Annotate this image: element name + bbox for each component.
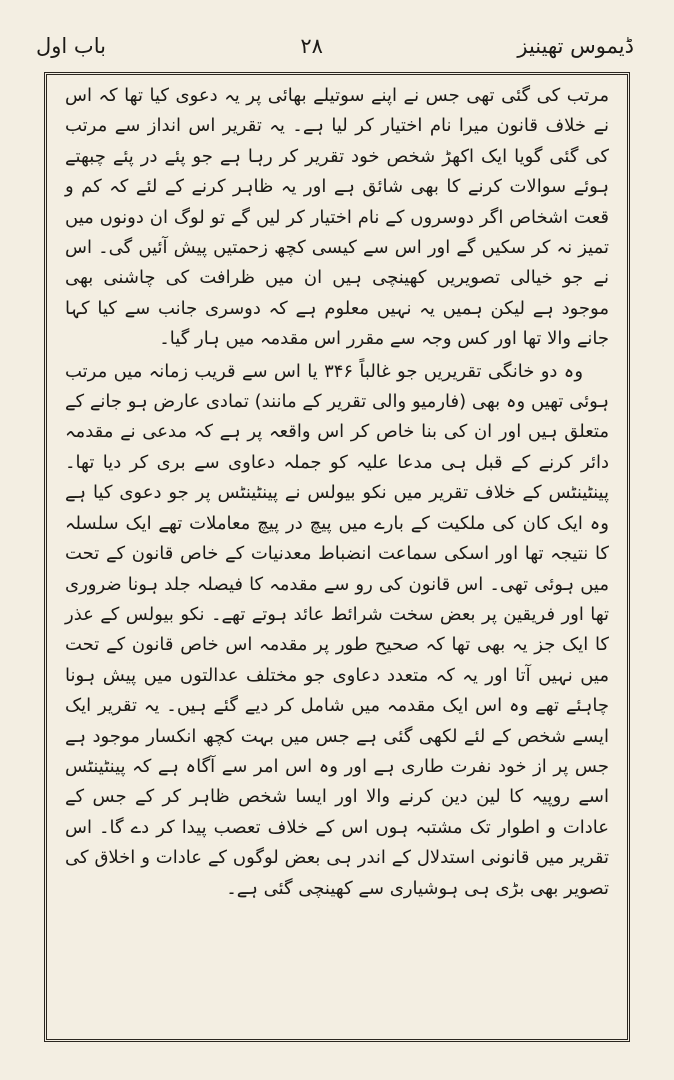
body-text — [65, 81, 609, 904]
running-title: ڈیموس تھینیز — [517, 34, 634, 58]
paragraph-1: مرتب کی گئی تھی جس نے اپنے سوتیلے بھائی پر یہ دعوی کیا تھا کہ اس نے خلاف قانون میرا نام اختیار کر لیا ہے۔ یہ تقریر اس انداز سے مرتب کی گئی گویا ایک اکھڑ شخص خود تقریر کر رہا ہے جو پئے در پئے چبھتے ہوئے سوالات کرنے کا بھی شائق ہے اور یہ ظاہر کرنے کے لئے کہ کم و قعت اشخاص اگر دوسروں کے نام اختیار کر لیں گے تو لوگ ان دونوں میں تمیز نہ کر سکیں گے اور اس سے کیسی کچھ زحمتیں پیش آئیں گی۔ اس نے جو خیالی تصویریں کھینچی ہیں ان میں ظرافت کی چاشنی بھی موجود ہے لیکن ہمیں یہ نہیں معلوم ہے کہ دوسری جانب سے کیا کہا جانے والا تھا اور کس وجہ سے مقرر اس مقدمہ میں ہار گیا۔ — [65, 85, 609, 350]
text-frame — [44, 72, 630, 1042]
chapter-title: باب اول — [36, 34, 106, 58]
page-number: ۲۸ — [300, 34, 323, 58]
page-header — [36, 26, 634, 66]
paragraph-2: وہ دو خانگی تقریریں جو غالباً ۳۴۶ یا اس سے قریب زمانہ میں مرتب ہوئی تھیں وہ بھی (فارمیو والی تقریر کے مانند) تمادی عارض ہو جانے کے متعلق ہیں اور ان کی بنا خاص کر اس واقعہ پر ہے کہ مدعی نے مقدمہ دائر کرنے کے قبل ہی مدعا علیہ کو جملہ دعاوی سے بری کر دیا تھا۔ پینٹینٹس کے خلاف تقریر میں نکو بیولس نے پینٹینٹس پر جو دعوی کیا ہے وہ ایک کان کی ملکیت کے بارے میں پیچ در پیچ معاملات تھے ایک سلسلہ کا نتیجہ تھا اور اسکی سماعت انضباط معدنیات کے خاص قانون کے تحت میں ہوئی تھی۔ اس قانون کی رو سے مقدمہ کا فیصلہ جلد ہونا ضروری تھا اور فریقین پر بعض سخت شرائط عائد ہوتے تھے۔ نکو بیولس کے عذر کا ایک جز یہ بھی تھا کہ صحیح طور پر مقدمہ اس خاص قانون کے تحت میں نہیں آتا اور یہ کہ متعدد دعاوی جو مختلف عدالتوں میں پیش ہونا چاہئے تھے وہ اس ایک مقدمہ میں شامل کر دیے گئے ہیں۔ یہ تقریر ایک ایسے شخص کے لئے لکھی گئی ہے جس میں بہت کچھ انکسار موجود ہے جس پر از خود نفرت طاری ہے اور وہ اس امر سے آگاہ ہے کہ پینٹینٹس اسے روپیہ کا لین دین کرنے والا اور ایسا شخص ظاہر کر کے جس کے عادات و اطوار تک مشتبہ ہوں اس کے خلاف تعصب پیدا کر دے گا۔ اس تقریر میں قانونی استدلال کے اندر ہی بعض لوگوں کے عادات و اخلاق کی تصویر بھی بڑی ہی ہوشیاری سے کھینچی گئی ہے۔ — [65, 360, 609, 899]
